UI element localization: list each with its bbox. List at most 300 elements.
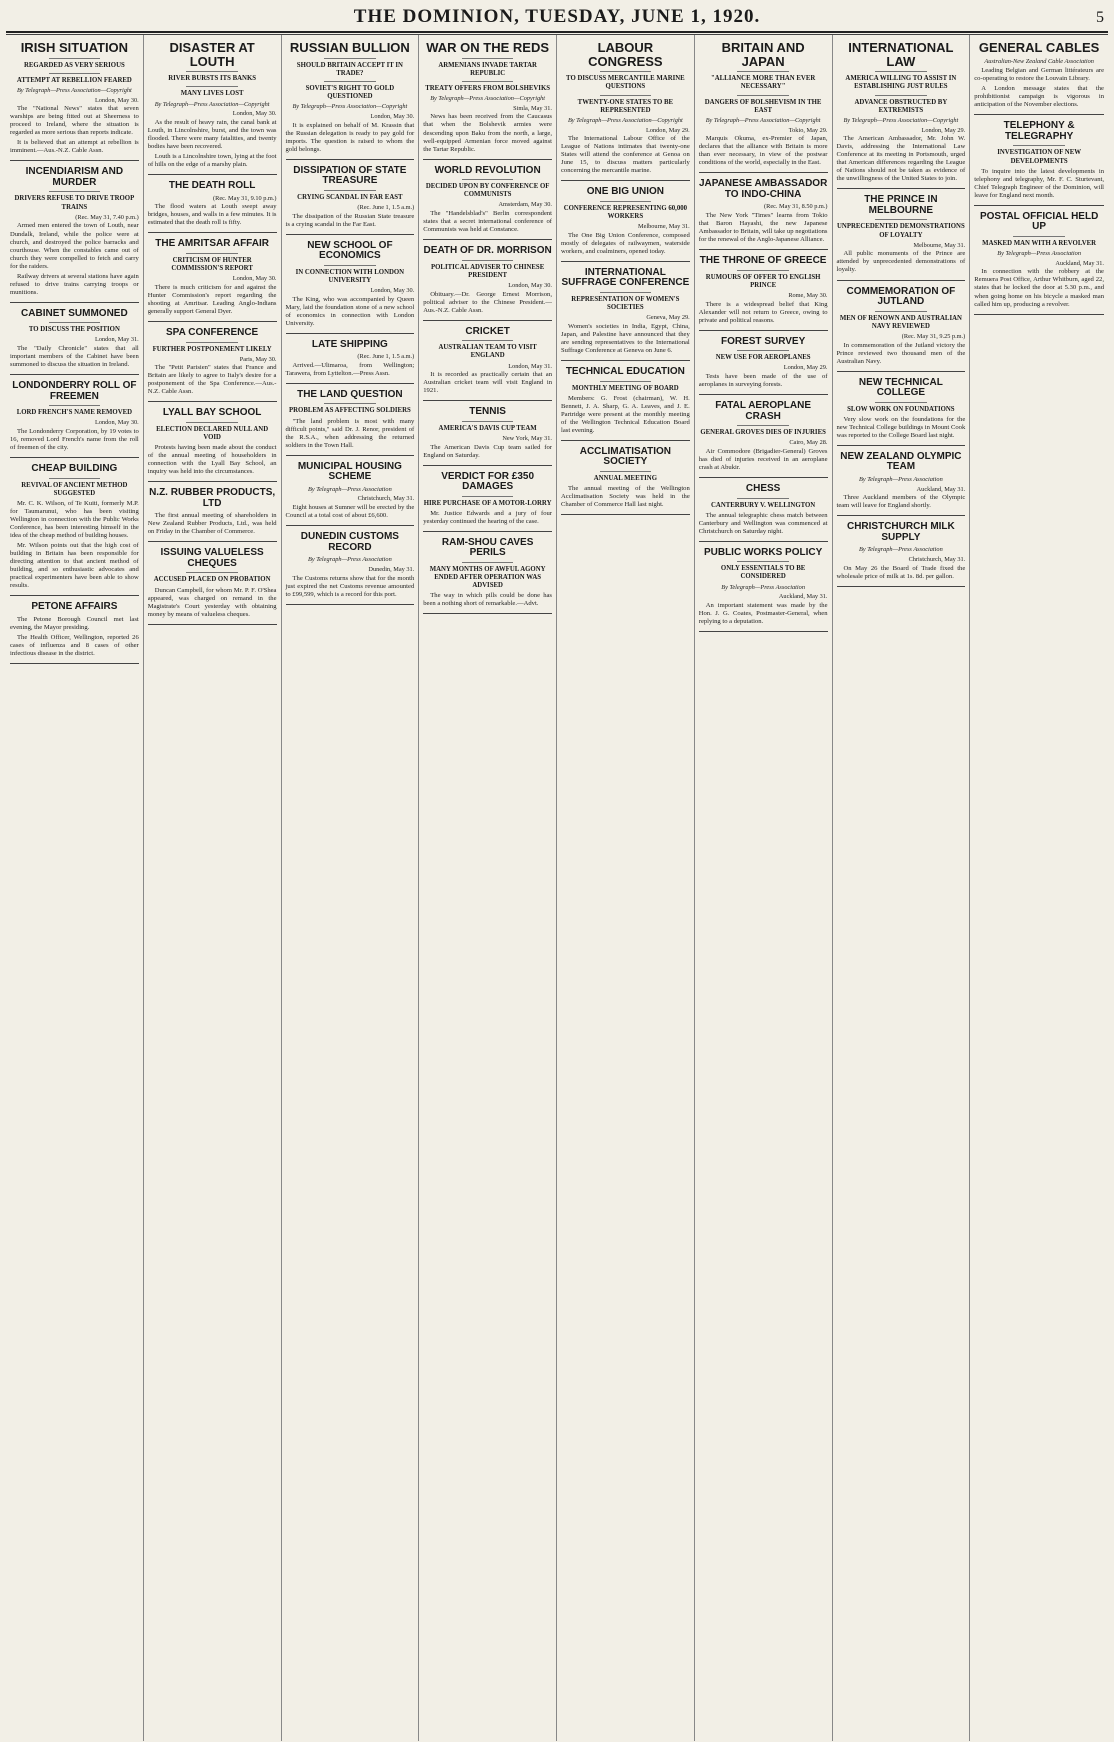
- article-byline: By Telegraph—Press Association: [859, 475, 943, 483]
- article-byline: By Telegraph—Press Association: [859, 546, 943, 554]
- article-byline: By Telegraph—Press Association: [308, 485, 392, 493]
- divider: [875, 71, 927, 72]
- article-body: [837, 416, 966, 440]
- article-headline: COMMEMORATION OF JUTLAND: [846, 285, 956, 308]
- article-separator: [148, 232, 277, 233]
- article-subhead: INVESTIGATION OF NEW DEVELOPMENTS: [997, 149, 1082, 165]
- article: [286, 340, 415, 384]
- divider: [875, 95, 927, 96]
- article-subhead: GENERAL GROVES DIES OF INJURIES: [700, 429, 826, 437]
- article-paragraph: The annual telegraphic chess match between Canterbury and Wellington was commenced at Christchurch on Saturday night.: [698, 511, 828, 535]
- column-6: [695, 35, 833, 1741]
- article-separator: [837, 586, 966, 587]
- divider: [462, 562, 514, 563]
- article-separator: [699, 330, 828, 331]
- article-headline: WAR ON THE REDS: [426, 40, 550, 55]
- article-headline: RUSSIAN BULLION: [289, 40, 410, 55]
- article-paragraph: To inquire into the latest developments in telephony and telegraphy, Mr. F. C. Sturtevant, Chief Telegraph Engineer of the Dominion, will leave for England next month.: [974, 167, 1104, 199]
- article-separator: [423, 400, 552, 401]
- article-headline: TECHNICAL EDUCATION: [565, 366, 685, 378]
- divider: [186, 422, 238, 423]
- article-body: [148, 444, 277, 476]
- article-body: [10, 345, 139, 369]
- article-separator: [699, 249, 828, 250]
- article-headline: CABINET SUMMONED: [21, 307, 128, 319]
- article-dateline: Cairo, May 28.: [789, 439, 828, 447]
- article-dateline: Auckland, May 31.: [1055, 259, 1104, 267]
- article: [837, 378, 966, 446]
- article-headline: LATE SHIPPING: [311, 338, 388, 350]
- article-subhead: AUSTRALIAN TEAM TO VISIT ENGLAND: [438, 344, 537, 360]
- divider: [49, 322, 101, 323]
- article-headline: GENERAL CABLES: [978, 40, 1100, 55]
- article-body: [148, 119, 277, 169]
- article-body: [148, 587, 277, 619]
- article-body: [699, 301, 828, 325]
- article-subhead: ELECTION DECLARED NULL AND VOID: [156, 425, 269, 442]
- article-subhead: MONTHLY MEETING OF BOARD: [572, 384, 679, 392]
- article-headline: NEW ZEALAND OLYMPIC TEAM: [840, 450, 962, 473]
- article-body: [837, 494, 966, 510]
- article-dateline: Geneva, May 29.: [646, 314, 690, 322]
- divider: [600, 381, 652, 382]
- article-dateline: London, May 29.: [646, 126, 690, 134]
- article-dateline: Amsterdam, May 30.: [498, 201, 552, 209]
- article-body: [148, 284, 277, 316]
- article-paragraph: Very slow work on the foundations for the new Technical College buildings in Mount Cook was reported to the College Board last night.: [836, 415, 966, 439]
- article-subhead: CONFERENCE REPRESENTING 60,000 WORKERS: [563, 204, 688, 221]
- article-paragraph: The flood waters at Louth swept away bridges, houses, and walls in a few minutes. It is estimated that the death roll is fifty.: [147, 203, 277, 227]
- article-paragraph: "The land problem is most with many difficult points," said Dr. J. Renor, president of the R.S.A., when addressing the returned soldiers in the Town Hall.: [285, 417, 415, 449]
- article-dateline: Melbourne, May 31.: [637, 223, 690, 231]
- article: [10, 381, 139, 458]
- article-subhead: NEW USE FOR AEROPLANES: [715, 354, 811, 362]
- article-paragraph: The King, who was accompanied by Queen Mary, laid the foundation stone of a new school of economics in connection with London University.: [285, 295, 415, 327]
- article-paragraph: On May 26 the Board of Trade fixed the wholesale price of milk at 1s. 8d. per gallon.: [836, 564, 966, 580]
- article-subhead: SLOW WORK ON FOUNDATIONS: [847, 405, 955, 413]
- article-body: [286, 504, 415, 520]
- article-subhead: PROBLEM AS AFFECTING SOLDIERS: [288, 407, 411, 415]
- article-headline: MUNICIPAL HOUSING SCHEME: [297, 460, 402, 483]
- article-headline: THE DEATH ROLL: [168, 180, 256, 192]
- article: [148, 488, 277, 542]
- article: [423, 407, 552, 465]
- article-byline: By Telegraph—Press Association: [721, 583, 805, 591]
- article-paragraph: The "National News" states that seven warships are being fitted out at Sheerness to proceed to Ireland, where the situation is regarded as more serious than reports indicate.: [10, 105, 139, 137]
- article: [974, 121, 1104, 205]
- article-headline: WORLD REVOLUTION: [434, 164, 541, 176]
- article: [699, 548, 828, 632]
- article-dateline: (Rec. June 1, 1.5 a.m.): [357, 203, 415, 211]
- article-dateline: Auckland, May 31.: [778, 593, 828, 601]
- article: [837, 195, 966, 280]
- article-dateline: London, May 31.: [508, 362, 552, 370]
- article-paragraph: The Petone Borough Council met last evening, the Mayor presiding.: [10, 615, 139, 631]
- article: [10, 167, 139, 302]
- article-separator: [561, 360, 690, 361]
- article-separator: [699, 172, 828, 173]
- article-body: [837, 135, 966, 183]
- article: [423, 472, 552, 532]
- divider: [600, 95, 652, 96]
- article: [699, 256, 828, 331]
- divider: [462, 496, 514, 497]
- article-separator: [423, 239, 552, 240]
- article-subhead: POLITICAL ADVISER TO CHINESE PRESIDENT: [430, 263, 545, 279]
- article-separator: [286, 383, 415, 384]
- article-separator: [10, 595, 139, 596]
- article-paragraph: An important statement was made by the Hon. J. G. Coates, Postmaster-General, when replying to a deputation.: [698, 601, 828, 626]
- article-headline: INCENDIARISM AND MURDER: [25, 166, 124, 188]
- article-body: [10, 616, 139, 658]
- article-body: [286, 418, 415, 450]
- article-byline: By Telegraph—Press Association: [308, 556, 392, 564]
- article: [10, 309, 139, 375]
- article-body: [423, 444, 552, 460]
- article-dateline: Rome, May 30.: [788, 291, 828, 299]
- article-headline: NEW TECHNICAL COLLEGE: [858, 376, 943, 399]
- article-headline: INTERNATIONAL SUFFRAGE CONFERENCE: [561, 266, 690, 289]
- article-paragraph: Mr. Wilson points out that the high cost of building in Britain has been responsible for directing attention to that ancient method of building, and so enthusiastic advocates and practical experimenters have been able to show results.: [10, 542, 139, 590]
- article-subhead: ARMENIANS INVADE TARTAR REPUBLIC: [438, 61, 537, 77]
- article-dateline: (Rec. May 31, 9.10 p.m.): [213, 194, 277, 202]
- article-paragraph: All public monuments of the Prince are attended by unprecedented demonstrations of loyalty.: [836, 250, 966, 274]
- article-headline: BRITAIN AND JAPAN: [721, 40, 805, 69]
- article: [286, 166, 415, 235]
- article-subhead: FURTHER POSTPONEMENT LIKELY: [152, 345, 272, 353]
- article-paragraph: Mr. C. K. Wilson, of Te Kuiti, formerly M.P. for Taumarunui, who has been visiting Wellington in connection with the Public Works Conference, has been interesting himself in the idea of the cheap method of building houses.: [10, 499, 139, 540]
- article-separator: [148, 481, 277, 482]
- article-separator: [561, 261, 690, 262]
- article-body: [286, 296, 415, 328]
- article-headline: PETONE AFFAIRS: [31, 601, 118, 613]
- article-headline: THE PRINCE IN MELBOURNE: [864, 194, 938, 216]
- article: [148, 181, 277, 233]
- article: [286, 532, 415, 604]
- article-headline: TENNIS: [469, 406, 506, 418]
- article-paragraph: There is a widespread belief that King Alexander will not return to Greece, owing to private and political reasons.: [698, 300, 828, 324]
- divider: [1013, 236, 1065, 237]
- article-body: [423, 210, 552, 234]
- article-headline: THE AMRITSAR AFFAIR: [155, 238, 269, 250]
- article-subhead: ANNUAL MEETING: [593, 474, 657, 482]
- column-4: [419, 35, 557, 1741]
- article-headline: CHEAP BUILDING: [31, 463, 118, 475]
- article-paragraph: Duncan Campbell, for whom Mr. P. F. O'Shea appeared, was charged on remand in the Magistrate's Court yesterday with obtaining money by means of valueless cheques.: [147, 586, 277, 618]
- column-1: [6, 35, 144, 1741]
- article-paragraph: Members: G. Frost (chairman), W. H. Bennett, J. A. Sharp, G. A. Leaves, and J. E. Partridge were present at the monthly meeting of the Wellington Technical Education Board last evening.: [561, 394, 690, 434]
- article-headline: CRICKET: [465, 325, 510, 337]
- divider: [186, 572, 238, 573]
- divider: [737, 270, 789, 271]
- article-separator: [286, 525, 415, 526]
- article: [423, 246, 552, 321]
- article-body: [286, 122, 415, 154]
- article-subhead: DRIVERS REFUSE TO DRIVE TROOP TRAINS: [14, 195, 135, 211]
- divider: [49, 73, 101, 74]
- article-body: [837, 565, 966, 581]
- article-subhead: MASKED MAN WITH A REVOLVER: [982, 239, 1097, 247]
- column-2: [144, 35, 282, 1741]
- divider: [324, 190, 376, 191]
- article-paragraph: The One Big Union Conference, composed mostly of delegates of railwaymen, waterside workers, and coalminers, opened today.: [561, 231, 690, 255]
- divider: [600, 471, 652, 472]
- article: [837, 41, 966, 189]
- article-paragraph: Women's societies in India, Egypt, China, Japan, and Palestine have announced that they are sending representatives to the International Suffrage Conference at Geneva on June 6.: [561, 322, 690, 355]
- divider: [600, 292, 652, 293]
- article-separator: [148, 174, 277, 175]
- article: [561, 367, 690, 441]
- article-dateline: London, May 29.: [921, 126, 966, 134]
- article-paragraph: It is recorded as practically certain that an Australian cricket team will visit England in 1921.: [423, 371, 552, 395]
- article: [148, 239, 277, 322]
- article-headline: DISSIPATION OF STATE TREASURE: [293, 164, 407, 187]
- divider: [1013, 145, 1065, 146]
- article-dateline: (Rec. May 31, 8.50 p.m.): [764, 203, 828, 211]
- article-subhead: AMERICA WILLING TO ASSIST IN ESTABLISHING JUST RULES: [845, 75, 957, 91]
- article: [423, 538, 552, 615]
- article-subhead: DECIDED UPON BY CONFERENCE OF COMMUNISTS: [425, 183, 550, 199]
- article-paragraph: In commemoration of the Jutland victory the Prince reviewed two thousand men of the Australian Navy.: [836, 341, 966, 365]
- article: [148, 41, 277, 175]
- article-body: [974, 268, 1104, 308]
- article-separator: [286, 455, 415, 456]
- article-byline: By Telegraph—Press Association—Copyright: [292, 103, 408, 111]
- article-dateline: (Rec. May 31, 7.40 p.m.): [75, 213, 139, 221]
- article-paragraph: Louth is a Lincolnshire town, lying at the foot of hills on the edge of a marshy plain.: [147, 153, 277, 169]
- article-separator: [699, 394, 828, 395]
- article-body: [10, 428, 139, 452]
- divider: [49, 405, 101, 406]
- article-headline: SPA CONFERENCE: [166, 327, 259, 338]
- divider: [600, 201, 652, 202]
- article-headline: RAM-SHOU CAVES PERILS: [441, 536, 534, 559]
- article-body: [286, 575, 415, 599]
- article-dateline: Paris, May 30.: [239, 355, 277, 363]
- divider: [737, 71, 789, 72]
- article-separator: [974, 314, 1104, 315]
- article-separator: [10, 160, 139, 161]
- article-body: [561, 323, 690, 355]
- article-subhead: MANY MONTHS OF AWFUL AGONY ENDED AFTER OPERATION WAS ADVISED: [429, 565, 546, 590]
- article-subhead: MEN OF RENOWN AND AUSTRALIAN NAVY REVIEWED: [839, 314, 962, 330]
- article: [699, 41, 828, 173]
- article: [699, 337, 828, 395]
- article-dateline: Christchurch, May 31.: [357, 495, 415, 503]
- article-separator: [423, 465, 552, 466]
- article-separator: [423, 320, 552, 321]
- article-body: [148, 203, 277, 227]
- divider: [737, 561, 789, 562]
- article-dateline: London, May 30.: [370, 286, 415, 294]
- article-body: [699, 373, 828, 389]
- article-paragraph: Air Commodore (Brigadier-General) Groves has died of injuries received in an aeroplane crash at Abukir.: [698, 447, 828, 472]
- divider: [600, 71, 652, 72]
- article-subhead: REVIVAL OF ANCIENT METHOD SUGGESTED: [21, 481, 128, 497]
- article-paragraph: The New York "Times" learns from Tokio that Baron Hayashi, the new Japanese Ambassador to Britain, will take up negotiations for the renewal of the Anglo-Japanese Alliance.: [698, 212, 828, 244]
- article-dateline: Simla, May 31.: [513, 104, 552, 112]
- article-separator: [148, 321, 277, 322]
- article-paragraph: In connection with the robbery at the Remuera Post Office, Arthur Whitburn, aged 22, states that he locked the door at 5.30 p.m., and when going home on his bicycle a masked man called him up, producing a revolver.: [974, 268, 1104, 308]
- article-subhead: RUMOURS OF OFFER TO ENGLISH PRINCE: [705, 273, 821, 289]
- article-body: [974, 168, 1104, 200]
- article-paragraph: Eight houses at Sumner will be erected by the Council at a total cost of about £6,600.: [285, 504, 415, 520]
- article-headline: NEW SCHOOL OF ECONOMICS: [307, 239, 393, 262]
- article-separator: [10, 663, 139, 664]
- article-byline: By Telegraph—Press Association—Copyright: [16, 86, 132, 94]
- article-paragraph: Arrived.—Ulimaroa, from Wellington; Tarawera, from Lyttelton.—Press Assn.: [285, 361, 415, 377]
- article-headline: DISASTER AT LOUTH: [169, 40, 255, 69]
- article-headline: VERDICT FOR £350 DAMAGES: [441, 470, 535, 493]
- article-dateline: Christchurch, May 31.: [908, 555, 966, 563]
- article-subhead: REPRESENTATION OF WOMEN'S SOCIETIES: [571, 295, 680, 312]
- article-subhead: CANTERBURY V. WELLINGTON: [711, 501, 816, 509]
- article-headline: LABOUR CONGRESS: [588, 40, 663, 69]
- article-body: [699, 602, 828, 626]
- article-paragraph: The American Ambassador, Mr. John W. Davis, addressing the International Law Conference at its meeting in Portsmouth, urged that American differences regarding the League of Nations should not be taken as evidence of the unwillingness of the United States to join.: [836, 135, 966, 183]
- article-dateline: London, May 31.: [95, 336, 139, 344]
- article-body: [699, 212, 828, 244]
- article-subhead: ATTEMPT AT REBELLION FEARED: [16, 76, 132, 84]
- article-headline: PUBLIC WORKS POLICY: [703, 546, 823, 558]
- article: [286, 41, 415, 160]
- article-subhead: IN CONNECTION WITH LONDON UNIVERSITY: [295, 268, 405, 284]
- divider: [324, 58, 376, 59]
- article-paragraph: Protests having been made about the conduct of the annual meeting of householders in connection with the Lyall Bay School, an inquiry was held into the circumstances.: [147, 444, 277, 476]
- article-paragraph: News has been received from the Caucasus that when the Bolshevik armies were descending upon Baku from the north, a large, well-equipped Armenian force moved against the Tartar Republic.: [423, 113, 552, 153]
- divider: [49, 191, 101, 192]
- article-headline: N.Z. RUBBER PRODUCTS, LTD: [149, 487, 276, 509]
- article: [561, 447, 690, 515]
- article: [699, 484, 828, 542]
- article: [423, 41, 552, 160]
- article-subhead: CRYING SCANDAL IN FAR EAST: [297, 193, 403, 201]
- article-separator: [286, 604, 415, 605]
- article-subhead: REGARDED AS VERY SERIOUS: [23, 61, 125, 69]
- article-body: [10, 105, 139, 155]
- divider: [875, 402, 927, 403]
- article-byline: By Telegraph—Press Association—Copyright: [843, 116, 959, 124]
- divider: [462, 340, 514, 341]
- article-dateline: New York, May 31.: [502, 435, 552, 442]
- article-paragraph: The annual meeting of the Wellington Acclimatisation Society was held in the Chamber of Commerce Hall last night.: [561, 485, 690, 509]
- article-paragraph: The "Daily Chronicle" states that all important members of the Cabinet have been summoned to discuss the situation in Ireland.: [10, 345, 139, 369]
- article-dateline: (Rec. May 31, 9.25 p.m.): [901, 332, 966, 340]
- divider: [324, 81, 376, 82]
- article-dateline: Dunedin, May 31.: [368, 565, 415, 573]
- article-separator: [837, 515, 966, 516]
- article-body: [10, 222, 139, 296]
- column-7: [833, 35, 971, 1741]
- divider: [324, 265, 376, 266]
- article-body: [974, 67, 1104, 109]
- article-body: [148, 512, 277, 536]
- divider: [186, 86, 238, 87]
- divider: [875, 311, 927, 312]
- article-body: [148, 364, 277, 396]
- article-body: [423, 592, 552, 608]
- article-separator: [561, 440, 690, 441]
- article-body: [423, 510, 552, 526]
- article-separator: [423, 531, 552, 532]
- article-subhead: UNPRECEDENTED DEMONSTRATIONS OF LOYALTY: [837, 223, 965, 239]
- article-body: [561, 485, 690, 509]
- article-headline: LONDONDERRY ROLL OF FREEMEN: [12, 380, 137, 402]
- article-paragraph: The Londonderry Corporation, by 19 votes to 16, removed Lord French's name from the roll of freemen of the city.: [10, 428, 139, 452]
- article: [148, 408, 277, 482]
- article-body: [837, 342, 966, 366]
- article-subhead: ACCUSED PLACED ON PROBATION: [153, 576, 271, 584]
- article-body: [423, 291, 552, 315]
- divider: [462, 81, 514, 82]
- article-body: [10, 500, 139, 590]
- article-separator: [423, 159, 552, 160]
- masthead: [6, 4, 1108, 33]
- article-dateline: London, May 30.: [232, 110, 277, 118]
- article-separator: [561, 180, 690, 181]
- article-headline: INTERNATIONAL LAW: [848, 40, 954, 69]
- article-body: [423, 113, 552, 153]
- article-separator: [837, 445, 966, 446]
- article: [699, 179, 828, 250]
- article-paragraph: Armed men entered the town of Louth, near Dundalk, Ireland, while the police were at church, and destroyed the police barracks and courthouse. When the constables came out of church they were compelled to fetch and carry for the raiders.: [10, 222, 139, 270]
- article-headline: JAPANESE AMBASSADOR TO INDO-CHINA: [698, 178, 828, 200]
- divider: [462, 421, 514, 422]
- article: [974, 41, 1104, 115]
- article-body: [423, 371, 552, 395]
- divider: [186, 71, 238, 72]
- article: [561, 268, 690, 361]
- article-headline: IRISH SITUATION: [20, 40, 129, 55]
- article-paragraph: As the result of heavy rain, the canal bank at Louth, in Lincolnshire, burst, and the town was flooded. There were many fatalities, and twenty bodies have been recovered.: [147, 118, 277, 151]
- article-paragraph: The American Davis Cup team sailed for England on Saturday.: [423, 443, 552, 459]
- divider: [875, 219, 927, 220]
- divider: [49, 478, 101, 479]
- article: [423, 327, 552, 402]
- article-paragraph: The dissipation of the Russian State treasure is a crying scandal in the Far East.: [285, 212, 415, 228]
- divider: [737, 498, 789, 499]
- divider: [49, 58, 101, 59]
- article-dateline: London, May 30.: [508, 282, 552, 289]
- article-subhead: SOVIET'S RIGHT TO GOLD QUESTIONED: [305, 84, 395, 101]
- article-subhead: CRITICISM OF HUNTER COMMISSION'S REPORT: [171, 256, 253, 273]
- article-separator: [286, 234, 415, 235]
- article-paragraph: The first annual meeting of shareholders in New Zealand Rubber Products, Ltd., was held on Friday in the Chamber of Commerce.: [147, 512, 277, 536]
- article-body: [286, 213, 415, 229]
- article-subhead: RIVER BURSTS ITS BANKS: [168, 75, 257, 83]
- article-paragraph: The "Petit Parisien" states that France and Britain are likely to agree to Italy's desire for a postponement of the Spa Conference.—Aus.-N.Z. Cable Assn.: [147, 364, 277, 396]
- article-dateline: Tokio, May 29.: [788, 126, 828, 134]
- article-paragraph: Mr. Justice Edwards and a jury of four yesterday continued the hearing of the case.: [423, 509, 552, 525]
- masthead-title: THE DOMINION, TUESDAY, JUNE 1, 1920.: [353, 6, 761, 27]
- article-dateline: London, May 30.: [95, 96, 139, 104]
- divider: [462, 179, 514, 180]
- article: [148, 328, 277, 402]
- article-byline: By Telegraph—Press Association: [997, 250, 1081, 258]
- divider: [462, 260, 514, 261]
- article-headline: POSTAL OFFICIAL HELD UP: [979, 210, 1099, 233]
- article-headline: DEATH OF DR. MORRISON: [423, 245, 552, 257]
- article-headline: CHRISTCHURCH MILK SUPPLY: [846, 521, 955, 543]
- article-separator: [837, 371, 966, 372]
- article-paragraph: It is explained on behalf of M. Krassin that the Russian delegation is ready to pay gold for imports. The question is raised to whom the gold belongs.: [285, 121, 415, 153]
- article-body: [286, 362, 415, 378]
- article-dateline: Melbourne, May 31.: [913, 241, 966, 249]
- divider: [186, 342, 238, 343]
- article-subhead: LORD FRENCH'S NAME REMOVED: [16, 409, 133, 417]
- article-subhead: TO DISCUSS THE POSITION: [28, 326, 120, 334]
- article-subhead: ONLY ESSENTIALS TO BE CONSIDERED: [720, 565, 806, 581]
